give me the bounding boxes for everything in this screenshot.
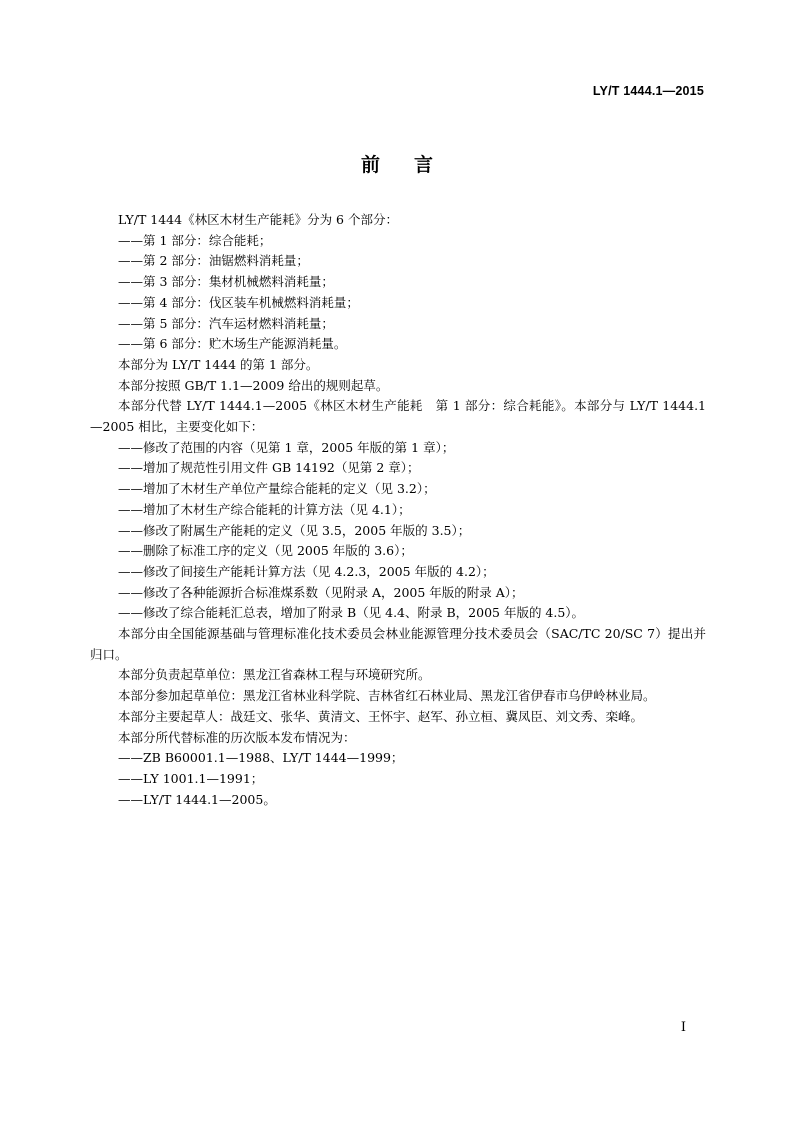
- paragraph: 本部分按照 GB/T 1.1—2009 给出的规则起草。: [118, 377, 389, 393]
- list-item: ——修改了附属生产能耗的定义（见 3.5，2005 年版的 3.5）；: [118, 522, 471, 538]
- foreword-body: [90, 210, 706, 810]
- list-item: ——第 5 部分：汽车运材燃料消耗量；: [118, 315, 334, 331]
- list-item: ——ZB B60001.1—1988、LY/T 1444—1999；: [118, 750, 404, 766]
- list-item: ——第 2 部分：油锯燃料消耗量；: [118, 253, 309, 269]
- paragraph: 本部分负责起草单位：黑龙江省森林工程与环境研究所。: [118, 667, 431, 683]
- list-item: ——增加了木材生产单位产量综合能耗的定义（见 3.2）；: [118, 481, 436, 497]
- paragraph-committee: 本部分由全国能源基础与管理标准化技术委员会林业能源管理分技术委员会（SAC/TC 20/SC 7）提出并归口。: [90, 626, 706, 662]
- paragraph: 本部分为 LY/T 1444 的第 1 部分。: [118, 356, 319, 372]
- list-item: ——LY/T 1444.1—2005。: [118, 791, 276, 807]
- list-item: ——增加了规范性引用文件 GB 14192（见第 2 章）；: [118, 460, 420, 476]
- list-item: ——删除了标准工序的定义（见 2005 年版的 3.6）；: [118, 543, 413, 559]
- list-item: ——修改了间接生产能耗计算方法（见 4.2.3，2005 年版的 4.2）；: [118, 563, 495, 579]
- list-item: ——修改了范围的内容（见第 1 章，2005 年版的第 1 章）；: [118, 439, 455, 455]
- list-item: ——LY 1001.1—1991；: [118, 770, 264, 786]
- paragraph: 本部分主要起草人：战廷文、张华、黄清文、王怀宇、赵军、孙立桓、冀凤臣、刘文秀、栾峰。: [118, 708, 644, 724]
- page-title: 前言: [360, 154, 467, 176]
- paragraph-intro: LY/T 1444《林区木材生产能耗》分为 6 个部分：: [118, 212, 398, 227]
- list-item: ——第 3 部分：集材机械燃料消耗量；: [118, 274, 334, 290]
- paragraph: 本部分所代替标准的历次版本发布情况为：: [118, 729, 356, 745]
- paragraph: 本部分参加起草单位：黑龙江省林业科学院、吉林省红石林业局、黑龙江省伊春市乌伊岭林业局。: [118, 688, 656, 704]
- list-item: ——第 4 部分：伐区装车机械燃料消耗量；: [118, 294, 359, 310]
- list-item: ——增加了木材生产综合能耗的计算方法（见 4.1）；: [118, 501, 411, 517]
- list-item: ——修改了综合能耗汇总表，增加了附录 B（见 4.4、附录 B，2005 年版的 4.5）。: [118, 605, 585, 621]
- page-number: I: [680, 1020, 686, 1035]
- list-item: ——修改了各种能源折合标准煤系数（见附录 A，2005 年版的附录 A）；: [118, 584, 524, 600]
- paragraph-replacement: 本部分代替 LY/T 1444.1—2005《林区木材生产能耗 第 1 部分：综合耗能》。本部分与 LY/T 1444.1—2005 相比，主要变化如下：: [90, 398, 706, 435]
- list-item: ——第 6 部分：贮木场生产能源消耗量。: [118, 336, 347, 352]
- standard-code: LY/T 1444.1—2015: [592, 84, 704, 98]
- list-item: ——第 1 部分：综合能耗；: [118, 232, 272, 248]
